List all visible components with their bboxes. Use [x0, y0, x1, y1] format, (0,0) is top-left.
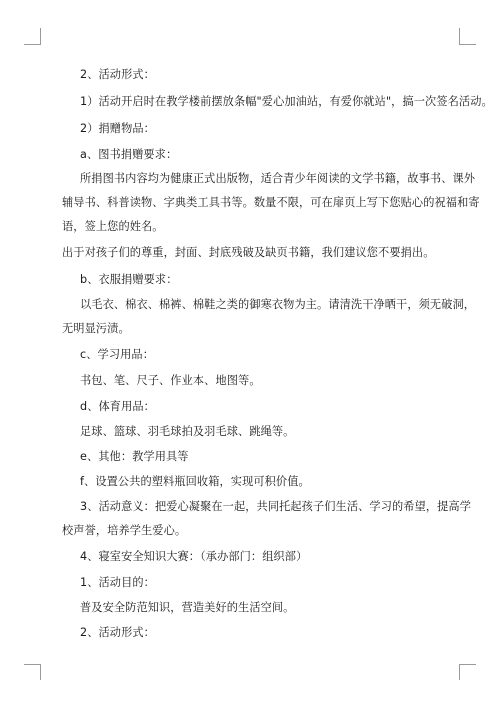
- heading-clothes-donation: b、衣服捐赠要求：: [80, 273, 178, 286]
- heading-activity-purpose: 1、活动目的：: [80, 576, 155, 589]
- heading-donation-items: 2）捐赠物品：: [80, 122, 155, 135]
- text-line: f、设置公共的塑料瓶回收箱，实现可积价值。: [80, 475, 310, 488]
- text-line: 校声誉，培养学生爱心。: [62, 524, 187, 537]
- heading-school-supplies: c、学习用品：: [80, 348, 154, 361]
- crop-mark-top-right-vertical: [459, 28, 460, 44]
- text-line: 出于对孩子们的尊重，封面、封底残破及缺页书籍，我们建议您不要捐出。: [62, 246, 435, 259]
- text-line: 辅导书、科普读物、字典类工具书等。数量不限，可在扉页上写下您贴心的祝福和寄: [62, 196, 480, 209]
- text-line: 足球、篮球、羽毛球拍及羽毛球、跳绳等。: [80, 425, 295, 438]
- heading-sports-goods: d、体育用品：: [80, 400, 155, 413]
- text-line: 普及安全防范知识，营造美好的生活空间。: [80, 601, 295, 614]
- crop-mark-bottom-right-vertical: [459, 664, 460, 680]
- heading-book-donation: a、图书捐赠要求：: [80, 148, 178, 161]
- text-line: 所捐图书内容均为健康正式出版物，适合青少年阅读的文学书籍，故事书、课外: [80, 172, 476, 185]
- heading-activity-form-2: 2、活动形式：: [80, 626, 155, 639]
- text-line: 语，签上您的姓名。: [62, 220, 164, 233]
- heading-dorm-safety-contest: 4、寝室安全知识大赛：（承办部门：组织部）: [80, 550, 308, 563]
- text-line: 以毛衣、棉衣、棉裤、棉鞋之类的御寒衣物为主。请清洗干净晒干，须无破洞，: [80, 298, 476, 311]
- crop-mark-top-left-horizontal: [24, 44, 41, 45]
- text-line: e、其他：教学用具等: [80, 450, 189, 463]
- text-line: 1）活动开启时在教学楼前摆放条幅"爱心加油站，有爱你就站"，搞一次签名活动。: [80, 95, 493, 108]
- text-line: 无明显污渍。: [62, 322, 130, 335]
- text-line: 书包、笔、尺子、作业本、地图等。: [80, 374, 261, 387]
- crop-mark-top-right-horizontal: [459, 44, 476, 45]
- crop-mark-top-left-vertical: [40, 28, 41, 44]
- crop-mark-bottom-right-horizontal: [459, 664, 476, 665]
- crop-mark-bottom-left-vertical: [40, 664, 41, 680]
- text-line: 3、活动意义：把爱心凝聚在一起，共同托起孩子们生活、学习的希望，提高学: [80, 500, 471, 513]
- heading-activity-form: 2、活动形式：: [80, 68, 155, 81]
- crop-mark-bottom-left-horizontal: [24, 664, 41, 665]
